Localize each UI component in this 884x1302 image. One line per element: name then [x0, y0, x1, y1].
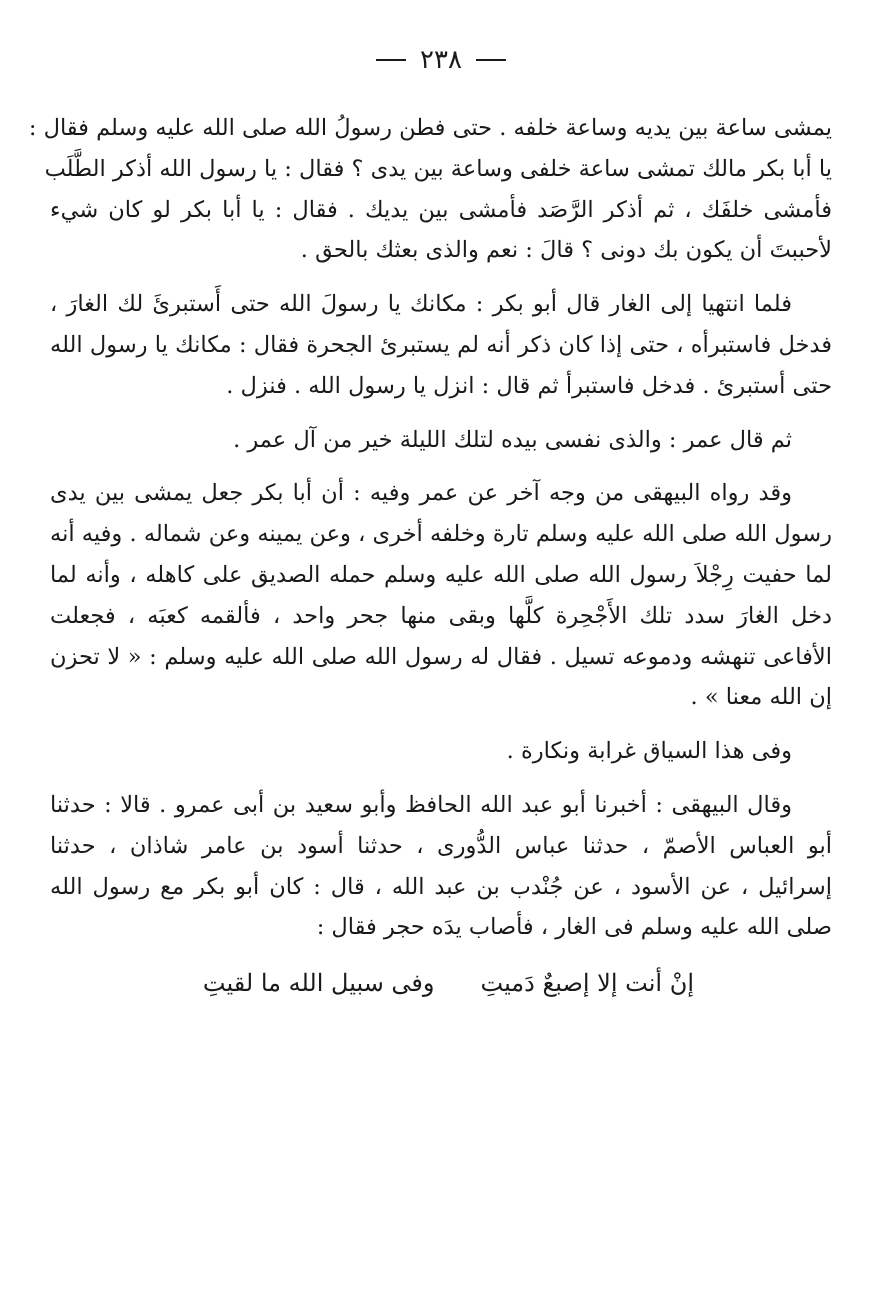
- paragraph: [50, 731, 832, 772]
- page-body: [28, 108, 832, 948]
- paragraph: [50, 785, 832, 948]
- paragraph: [50, 473, 832, 718]
- poem-verse: [50, 961, 832, 1005]
- text-line: إسرائيل ، عن الأسود ، عن جُنْدب بن عبد الله ، قال : كان أبو بكر مع رسول الله: [50, 873, 832, 900]
- text-line: وفى هذا السياق غرابة ونكارة .: [506, 738, 792, 765]
- text-line: يا أبا بكر مالك تمشى ساعة خلفى وساعة بين يدى ؟ فقال : يا رسول الله أذكر الطَّلَب: [44, 155, 832, 182]
- text-line: وقال البيهقى : أخبرنا أبو عبد الله الحافظ وأبو سعيد بن أبى عمرو . قالا : حدثنا: [50, 791, 792, 818]
- page-header: [50, 40, 832, 80]
- text-line: فدخل فاستبرأه ، حتى إذا كان ذكر أنه لم يستبرئ الجحرة فقال : مكانك يا رسول الله: [50, 331, 832, 358]
- text-line: رسول الله صلى الله عليه وسلم تارة وخلفه أخرى ، وعن يمينه وعن شماله . وفيه أنه: [50, 521, 832, 548]
- paragraph: [50, 284, 832, 406]
- text-line: دخل الغارَ سدد تلك الأَجْحِرة كلَّها وبقى منها جحر واحد ، فألقمه كعبَه ، فجعلت: [50, 602, 832, 629]
- text-line: فلما انتهيا إلى الغار قال أبو بكر : مكانك يا رسولَ الله حتى أَستبرئَ لك الغارَ ،: [50, 291, 792, 318]
- text-line: ثم قال عمر : والذى نفسى بيده لتلك الليلة خير من آل عمر .: [233, 426, 792, 453]
- poem-hemistich-first: إنْ أنت إلا إصبعٌ دَميتِ: [480, 969, 694, 998]
- text-line: الأفاعى تنهشه ودموعه تسيل . فقال له رسول الله صلى الله عليه وسلم : « لا تحزن: [50, 643, 832, 670]
- page-number: ٢٣٨: [420, 45, 462, 75]
- paragraph: [50, 420, 832, 461]
- text-line: إن الله معنا » .: [690, 684, 832, 711]
- text-line: أبو العباس الأصمّ ، حدثنا عباس الدُّورى ، حدثنا أسود بن عامر شاذان ، حدثنا: [50, 832, 832, 859]
- poem-hemistich-second: وفى سبيل الله ما لقيتِ: [202, 969, 435, 998]
- text-line: لما حفيت رِجْلاَ رسول الله صلى الله عليه وسلم حمله الصديق على كاهله ، وأنه لما: [50, 561, 832, 588]
- text-line: لأحببتَ أن يكون بك دونى ؟ قالَ : نعم والذى بعثك بالحق .: [300, 237, 832, 264]
- text-line: يمشى ساعة بين يديه وساعة خلفه . حتى فطن رسولُ الله صلى الله عليه وسلم فقال :: [28, 115, 832, 141]
- header-dash-right: [476, 59, 506, 61]
- text-line: حتى أستبرئ . فدخل فاستبرأ ثم قال : انزل يا رسول الله . فنزل .: [226, 372, 832, 399]
- text-line: فأمشى خلفَك ، ثم أذكر الرَّصَد فأمشى بين يديك . فقال : يا أبا بكر لو كان شيء: [50, 196, 832, 223]
- text-line: صلى الله عليه وسلم فى الغار ، فأصاب يدَه حجر فقال :: [316, 914, 832, 941]
- header-dash-left: [376, 59, 406, 61]
- paragraph: [28, 108, 832, 271]
- text-line: وقد رواه البيهقى من وجه آخر عن عمر وفيه : أن أبا بكر جعل يمشى بين يدى: [50, 480, 792, 507]
